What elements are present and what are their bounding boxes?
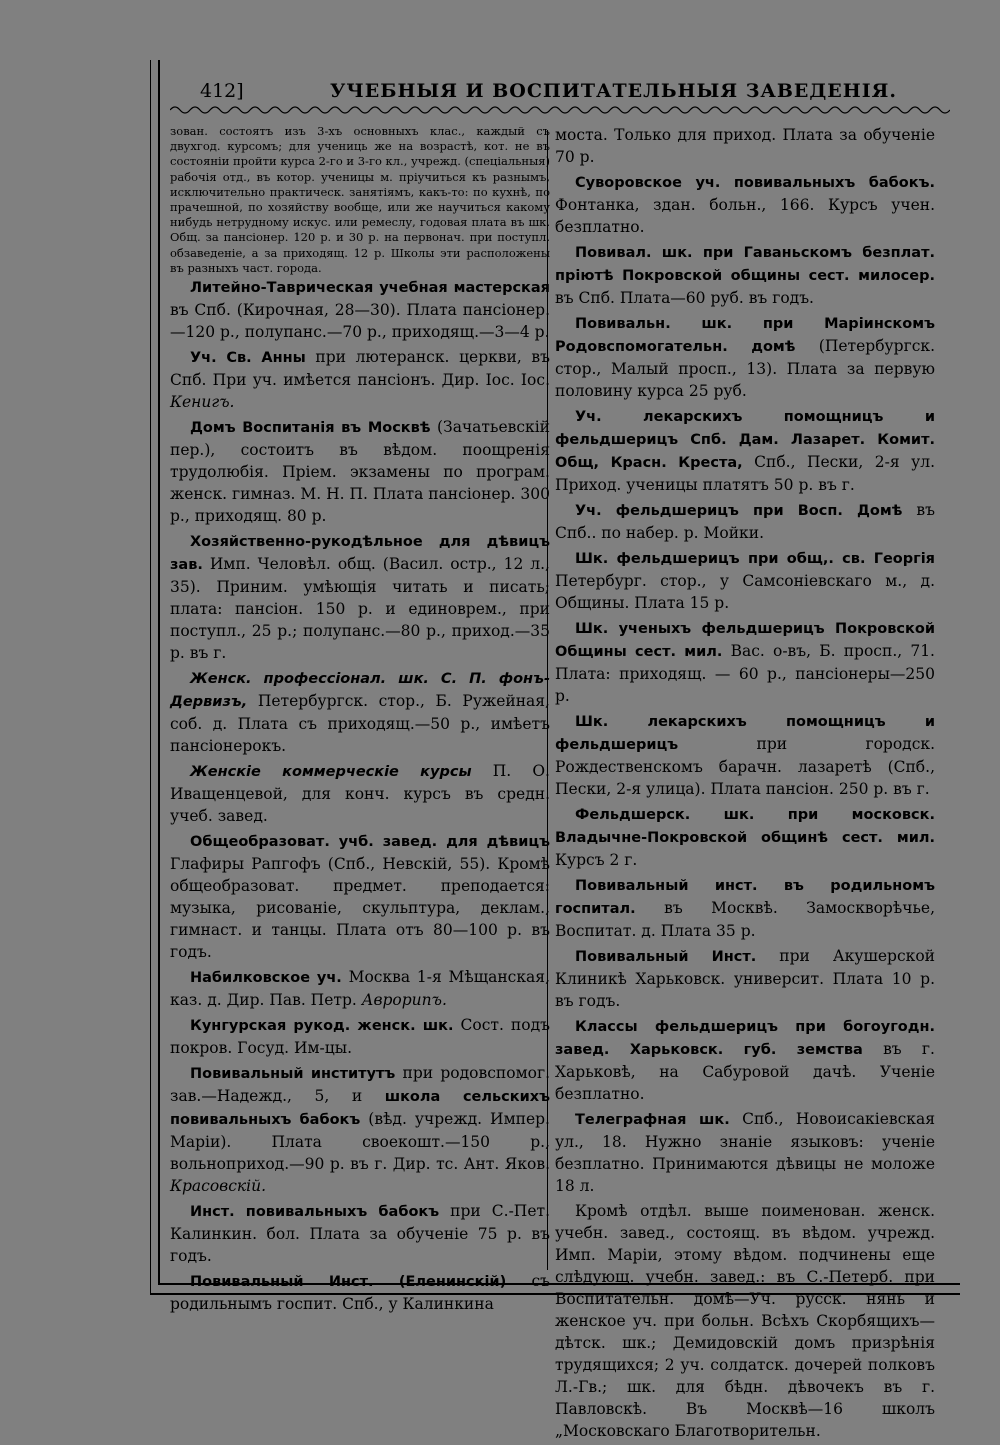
scanned-page — [150, 60, 960, 1440]
entry-heading: Уч. фельдшерицъ при Восп. Домѣ — [575, 503, 903, 519]
entry-heading: Повивальный Инст. — [575, 949, 757, 965]
entry-rozhdestven — [555, 710, 935, 800]
entry-text: въ Спб. (Кирочная, 28—30). Плата пансіонер.—120 р., полупанс.—70 р., приходящ.—3—4 р. — [170, 301, 550, 342]
text-frame-left — [158, 60, 160, 1285]
entry-text: при родовспомог. зав.—Надежд., 5, и — [170, 1064, 551, 1106]
entry-dervis — [170, 667, 550, 757]
entry-continuation: моста. Только для приход. Плата за обученіе 70 р. — [555, 126, 935, 166]
entry-name: Красовскій. — [170, 1177, 266, 1196]
entry-text: при С.-Пет. Калинкин. бол. Плата за обученіе 75 р. въ годъ. — [170, 1202, 550, 1266]
entry-text: Спб., Пески, 2-я ул. Приход. ученицы платятъ 50 р. въ г. — [555, 453, 935, 494]
entry-kharkov-clinic — [555, 945, 935, 1012]
entry-heading: Хозяйственно-рукодѣльное для дѣвицъ зав. — [170, 534, 550, 574]
entry-text: въ Москвѣ. Замоскворѣчье, Воспитат. д. Плата 35 р. — [555, 899, 935, 940]
entry-text: съ родильнымъ госпит. Спб., у Калинкина — [170, 1272, 550, 1314]
entry-georgiy — [555, 547, 935, 614]
entry-gavan — [555, 241, 935, 309]
entry-anna — [170, 346, 550, 413]
entry-moscow-maternity — [555, 874, 935, 942]
entry-text: при лютеранск. церкви, въ Спб. При уч. имѣется пансіонъ. Дир. Іос. Іос. — [170, 348, 550, 390]
entry-vosp-dom — [555, 499, 935, 544]
entry-heading: Женск. профессіонал. шк. С. П. фонъ-Дервизъ, — [170, 671, 550, 711]
entry-text: (Зачатьевскій пер.), состоитъ въ вѣдом. поощренія трудолюбія. Пріем. экзамены по програм. женск. гимназ. М. Н. П. Плата пансіонер. 300 р., приходящ. 80 р. — [170, 418, 550, 526]
entry-mariinsky — [555, 312, 935, 402]
entry-text: Глафиры Рапгофъ (Спб., Невскій, 55). Кромѣ общеобразоват. предмет. преподается: музыка, рисованіе, скульптура, деклам., гимнаст. и танцы. Плата отъ 80—100 р. въ годъ. — [170, 855, 550, 962]
entry-kungur — [170, 1014, 550, 1059]
entry-closing-paragraph: Кромѣ отдѣл. выше поименован. женск. учебн. завед., состоящ. въ вѣдом. учрежд. Имп. Маріи, этому вѣдом. подчинены еще слѣдующ. учебн. завед.: въ С.-Петерб. при Воспитательн. домѣ—Уч. русск. нянь и женское уч. при больн. Всѣхъ Скорбящихъ—дѣтск. шк.; Демидовскій домъ призрѣнія трудящихся; 2 уч. солдатск. дочерей полковъ Л.-Гв.; шк. для бѣдн. дѣвочекъ въ г. Павловскѣ. Въ Москвѣ—16 школъ „Московскаго Благотворительн. — [555, 1202, 935, 1440]
entry-text: Имп. Человѣл. общ. (Васил. остр., 12 л., 35). Приним. умѣющія читать и писать; плата: пансіон. 150 р. и единоврем., при поступл., 25 р.; полупанс.—80 р., приход.—35 р. въ г. — [170, 555, 550, 663]
entry-text: Петербург. стор., у Самсоніевскаго м., д. Общины. Плата 15 р. — [555, 572, 935, 612]
entry-heading: Классы фельдшерицъ при богоугодн. завед. Харьковск. губ. земства — [555, 1019, 935, 1058]
entry-subheading: школа сельскихъ повивальныхъ бабокъ — [170, 1089, 551, 1129]
page-title: УЧЕБНЫЯ И ВОСПИТАТЕЛЬНЫЯ ЗАВЕДЕНІЯ. — [330, 80, 897, 102]
entry-text: при городск. Рождественскомъ барачн. лазаретѣ (Спб., Пески, 2-я улица). Плата пансіон. 250 р. въ г. — [555, 735, 935, 798]
entry-text: въ Спб.. по набер. р. Мойки. — [555, 501, 936, 542]
entry-kalinkin — [170, 1200, 550, 1267]
entry-heading: Набилковское уч. — [190, 970, 342, 987]
right-column — [555, 124, 935, 1445]
entry-text: въ г. Харьковѣ, на Сабуровой дачѣ. Ученіе безплатно. — [555, 1040, 935, 1103]
entry-commercial — [170, 760, 550, 827]
entry-text: Петербургск. стор., Б. Ружейная, соб. д. Плата съ приходящ.—50 р., имѣетъ пансіонерокъ. — [170, 692, 550, 756]
entry-text: (Петербургск. стор., Малый просп., 13). Плата за первую половину курса 25 руб. — [555, 337, 936, 400]
entry-heading: Телеграфная шк. — [575, 1112, 730, 1128]
entry-nabilkov — [170, 966, 550, 1011]
entry-heading: Литейно-Таврическая учебная мастерская — [190, 280, 550, 297]
entry-name: Кенигъ. — [170, 393, 235, 412]
entry-telegraph — [555, 1108, 935, 1197]
entry-text: Вас. о-въ, Б. просп., 71. Плата: приходящ. — 60 р., пансіонеры—250 р. — [555, 642, 935, 705]
entry-text: въ Спб. Плата—60 руб. въ годъ. — [555, 289, 814, 307]
entry-text: (вѣд. учрежд. Импер. Маріи). Плата своекошт.—150 р., вольноприход.—90 р. въ г. Дир. тс. Ант. Яков. — [170, 1110, 550, 1174]
entry-kharkov-zemstvo — [555, 1015, 935, 1105]
intro-paragraph: зован. состоятъ изъ 3-хъ основныхъ клас., каждый съ двухгод. курсомъ; для учениць же на возрастѣ, кот. не въ состояніи пройти курса 2-го и 3-го кл., учрежд. (спеціальныя) рабочія отд., въ котор. ученицы м. пріучиться къ разнымъ, исключительно практическ. занятіямъ, какъ-то: по кухнѣ, по прачешной, по хозяйству вообще, или же научиться какому нибудь нетрудному искус. или ремеслу, годовая плата въ шк. Общ. за пансіонер. 120 р. и 30 р. на первонач. при поступл. обзаведеніе, а за приходящ. 12 р. Школы эти расположены въ разныхъ част. города. — [170, 124, 550, 275]
entry-text: Спб., Новоисакіевская ул., 18. Нужно знаніе языковъ: ученіе безплатно. Принимаются дѣвицы не моложе 18 л. — [555, 1110, 935, 1195]
entry-rapgof — [170, 830, 550, 963]
entry-text: при Акушерской Клиникѣ Харьковск. университ. Плата 10 р. въ годъ. — [555, 947, 935, 1010]
entry-household — [170, 530, 550, 664]
entry-heading: Шк. фельдшерицъ при общ,. св. Георгія — [575, 551, 935, 567]
entry-text: Курсъ 2 г. — [555, 851, 638, 869]
entry-heading: Фельдшерск. шк. при московск. Владычне-Покровской общинѣ сест. мил. — [555, 807, 935, 846]
entry-red-cross — [555, 405, 935, 496]
entry-heading: Инст. повивальныхъ бабокъ — [190, 1204, 440, 1221]
entry-heading: Суворовское уч. повивальныхъ бабокъ. — [575, 175, 935, 191]
entry-heading: Общеобразоват. учб. завед. для дѣвицъ — [190, 834, 550, 851]
entry-midwife-institute — [170, 1062, 550, 1197]
entry-name: Аврорипъ. — [361, 991, 447, 1010]
entry-heading: Шк. лекарскихъ помощницъ и фельдшерицъ — [555, 714, 935, 753]
wavy-rule — [170, 104, 950, 116]
entry-vladychne — [555, 803, 935, 871]
entry-pokrov — [555, 617, 935, 707]
entry-text: Сост. подъ покров. Госуд. Им-цы. — [170, 1016, 550, 1058]
entry-heading: Повивальн. шк. при Маріинскомъ Родовспомогательн. домѣ — [555, 316, 935, 355]
entry-heading: Уч. лекарскихъ помощницъ и фельдшерицъ Спб. Дам. Лазарет. Комит. Общ, Красн. Креста, — [555, 409, 935, 471]
entry-heading: Повивал. шк. при Гаваньскомъ безплат. пріютѣ Покровской общины сест. милосер. — [555, 245, 935, 284]
entry-text: Фонтанка, здан. больн., 166. Курсъ учен. безплатно. — [555, 196, 935, 236]
entry-suvorov — [555, 171, 935, 238]
left-column — [170, 124, 550, 1318]
entry-heading: Шк. ученыхъ фельдшерицъ Покровской Общины сест. мил. — [555, 621, 935, 660]
entry-heading: Повивальный Инст. (Еленинскій) — [190, 1274, 507, 1291]
entry-text: Москва 1-я Мѣщанская, каз. д. Дир. Пав. Петр. — [170, 968, 550, 1010]
entry-liteyno — [170, 276, 550, 343]
entry-heading: Кунгурская рукод. женск. шк. — [190, 1018, 454, 1035]
entry-text: П. О. Иващенцевой, для конч. курсъ въ средн. учеб. завед. — [170, 762, 550, 826]
entry-heading: Женскіе коммерческіе курсы — [190, 764, 472, 781]
entry-heading: Повивальный инст. въ родильномъ госпитал. — [555, 878, 935, 917]
entry-elenin — [170, 1270, 550, 1315]
entry-heading: Повивальный институтъ — [190, 1066, 396, 1083]
entry-heading: Уч. Св. Анны — [190, 350, 306, 367]
entry-heading: Домъ Воспитанія въ Москвѣ — [190, 420, 431, 437]
entry-moscow-home — [170, 416, 550, 527]
page-number: 412] — [200, 80, 244, 102]
page-border-left — [150, 60, 151, 1295]
